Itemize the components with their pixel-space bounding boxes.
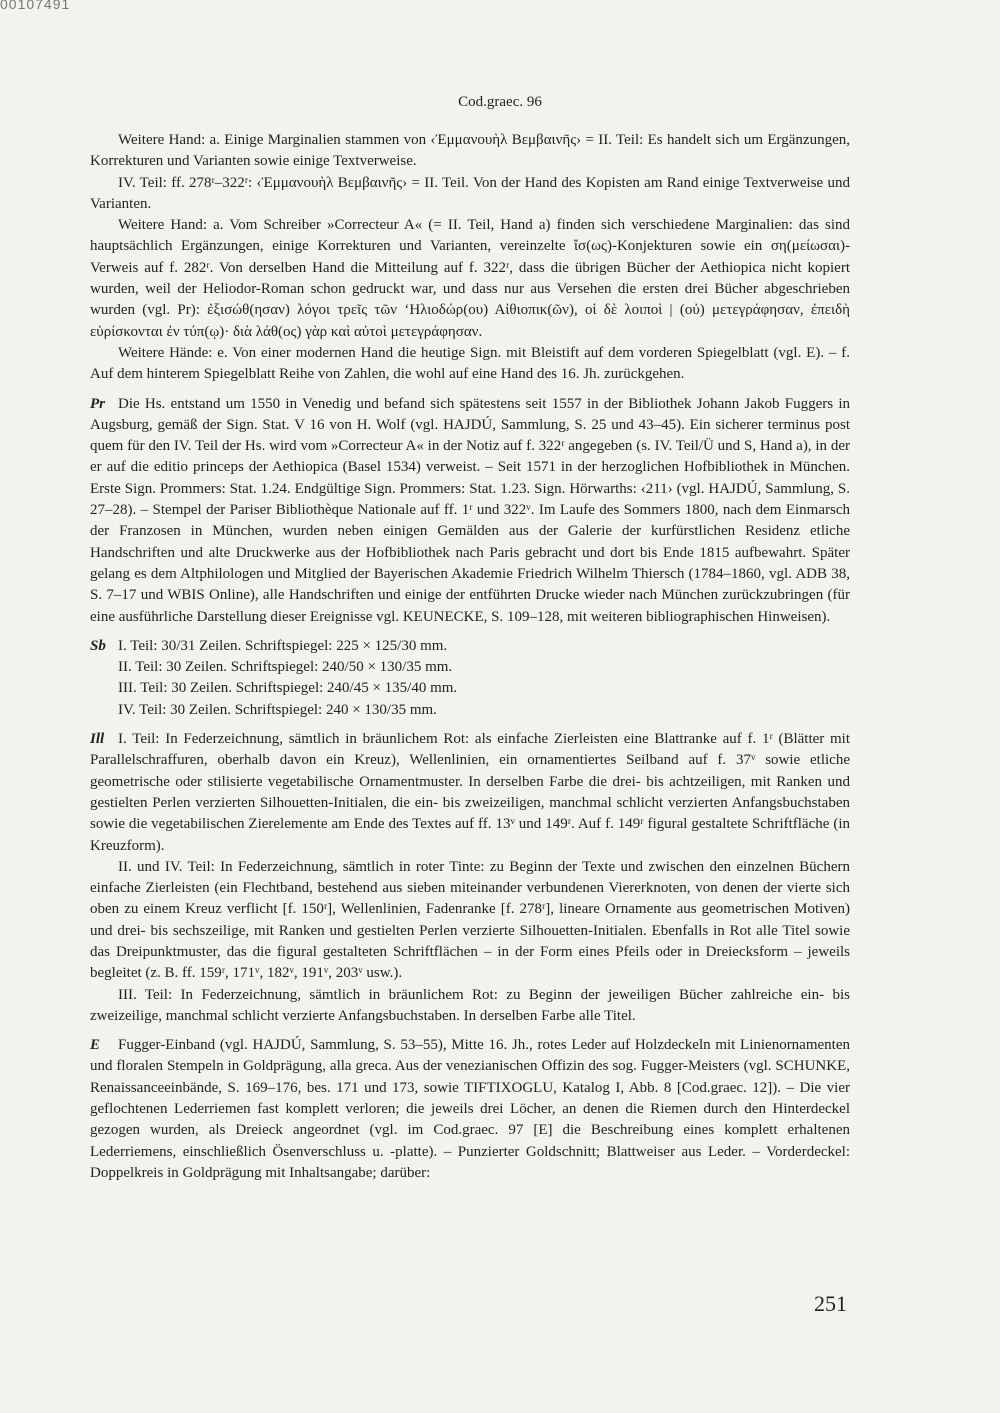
ill-paragraph: II. und IV. Teil: In Federzeichnung, sämtlich in roter Tinte: zu Beginn der Texte und zwischen den einzelnen Büchern einfache Zierleisten (ein Flechtband, bestehend aus sieben miteinander verbundenen Viererknoten, von denen der vierte sich oben zu einem Kreuz verflicht [f. 150ʳ], Wellenlinien, Fadenranke [f. 278ʳ], lineare Ornamente aus geometrischen Motiven) und drei- bis sechszeilige, mit Ranken und gestielten Perlen verzierte Silhouetten-Initialen. Ebenfalls in Rot alle Titel sowie das Dreipunktmuster, das die figural gestalteten Schriftflächen – in der Form eines Pfeils oder in Dreiecksform – jeweils begleitet (z. B. ff. 159ʳ, 171ᵛ, 182ᵛ, 191ᵛ, 203ᵛ usw.). (90, 858, 850, 982)
section-ill (90, 729, 850, 1027)
siglum-pr: Pr (90, 395, 105, 412)
running-header: Cod.graec. 96 (458, 94, 542, 110)
ill-text: I. Teil: In Federzeichnung, sämtlich in bräunlichem Rot: als einfache Zierleisten eine Blattranke auf f. 1ʳ (Blätter mit Parallelschraffuren, oberhalb davon ein Kreuz), Wellenlinien, ein ornamentiertes Seilband auf f. 37ᵛ sowie etliche geometrische oder stilisierte vegetabilische Ornamentmuster. In derselben Farbe die drei- bis achtzeiligen, mit Ranken und gestielten Perlen verzierten Silhouetten-Initialen, die ein- bis zweizeiligen, manchmal schlicht verzierten Anfangsbuchstaben sowie die vegetabilischen Zierelemente am Ende des Textes auf ff. 13ᵛ und 149ʳ. Auf f. 149ʳ figural gestaltete Schriftfläche (in Kreuzform). (90, 731, 850, 854)
ill-paragraph: III. Teil: In Federzeichnung, sämtlich in bräunlichem Rot: zu Beginn der jeweiligen Bücher zahlreiche ein- bis zweizeilige, manchmal schlicht verzierte Anfangsbuchstaben. In derselben Farbe alle Titel. (90, 986, 850, 1024)
siglum-e: E (90, 1037, 101, 1054)
paragraph-weitere-hand-a-correcteur: Weitere Hand: a. Vom Schreiber »Correcteur A« (= II. Teil, Hand a) finden sich verschiedene Marginalien: das sind hauptsächlich Ergänzungen, einige Korrekturen und Varianten, vereinzelte ἴσ(ως)-Konjekturen sowie ein ση(μείωσαι)-Verweis auf f. 282ʳ. Von derselben Hand die Mitteilung auf f. 322ʳ, dass die übrigen Bücher der Aethiopica nicht kopiert wurden, weil der Heliodor-Roman schon gedruckt war, und dass nur aus Versehen die ersten drei Bücher abgeschrieben wurden (vgl. Pr): ἐξισώθ(ησαν) λόγοι τρεῖς τῶν ʻΗλιοδώρ(ου) Αἰθιοπικ(ῶν), οἱ δὲ λοιποὶ | (οὐ) μετεγράφησαν, ἐπειδὴ εὑρίσκονται ἐν τύπ(ῳ)· διὰ λάθ(ος) γὰρ καὶ αὐτοὶ μετεγράφησαν. (90, 217, 850, 340)
section-pr (90, 394, 850, 628)
siglum-sb: Sb (90, 637, 106, 654)
sb-line-text: I. Teil: 30/31 Zeilen. Schriftspiegel: 225 × 125/30 mm. (118, 637, 448, 654)
sb-line: II. Teil: 30 Zeilen. Schriftspiegel: 240/50 × 130/35 mm. (118, 659, 453, 676)
siglum-ill: Ill (90, 731, 105, 748)
pr-text: Die Hs. entstand um 1550 in Venedig und befand sich spätestens seit 1557 in der Bibliothek Johann Jakob Fuggers in Augsburg, gemäß der Sign. Stat. V 16 von H. Wolf (vgl. HAJDÚ, Sammlung, S. 25 und 43–45). Ein sicherer terminus post quem für den IV. Teil der Hs. wird vom »Correcteur A« in der Notiz auf f. 322ʳ angegeben (s. IV. Teil/Ü und S, Hand a), in der er auf die editio princeps der Aethiopica (Basel 1534) verweist. – Seit 1571 in der herzoglichen Hofbibliothek in München. Erste Sign. Prommers: Stat. 1.24. Endgültige Sign. Prommers: Stat. 1.23. Sign. Hörwarths: ‹211› (vgl. HAJDÚ, Sammlung, S. 27–28). – Stempel der Pariser Bibliothèque Nationale auf ff. 1ʳ und 322ᵛ. Im Laufe des Sommers 1800, nach dem Einmarsch der Franzosen in München, wurden neben einigen Gemälden aus der Galerie der kurfürstlichen Residenz etliche Handschriften und alte Druckwerke aus der Hofbibliothek nach Paris gebracht und dort bis Ende 1815 aufbewahrt. Später gelang es dem Altphilologen und Mitglied der Bayerischen Akademie Friedrich Wilhelm Thiersch (1784–1860, vgl. ADB 38, S. 7–17 und WBIS Online), alle Handschriften und einige der entführten Drucke wieder nach München zurückzubringen (für eine ausführliche Darstellung dieser Ereignisse vgl. KEUNECKE, S. 109–128, mit weiteren bibliographischen Hinweisen). (90, 395, 850, 625)
section-e (90, 1035, 850, 1184)
scan-id: 00107491 (0, 0, 71, 12)
body-text (90, 130, 850, 1184)
sb-line (90, 636, 850, 657)
paragraph-weitere-hand-a: Weitere Hand: a. Einige Marginalien stammen von ‹Ἐμμανουὴλ Βεμβαινῆς› = II. Teil: Es handelt sich um Ergänzungen, Korrekturen und Varianten sowie einige Textverweise. (90, 132, 850, 170)
page-number: 251 (814, 1291, 847, 1316)
paragraph-iv-teil: IV. Teil: ff. 278ʳ–322ʳ: ‹Ἐμμανουὴλ Βεμβαινῆς› = II. Teil. Von der Hand des Kopisten am Rand einige Textverweise und Varianten. (90, 174, 850, 212)
ill-paragraph (90, 729, 850, 857)
sb-line: III. Teil: 30 Zeilen. Schriftspiegel: 240/45 × 135/40 mm. (118, 680, 458, 697)
e-text: Fugger-Einband (vgl. HAJDÚ, Sammlung, S. 53–55), Mitte 16. Jh., rotes Leder auf Holzdeckeln mit Linienornamenten und floralen Stempeln in Goldprägung, alla greca. Aus der venezianischen Offizin des sog. Fugger-Meisters (vgl. SCHUNKE, Renaissanceeinbände, S. 169–176, bes. 171 und 173, sowie TIFTIXOGLU, Katalog I, Abb. 8 [Cod.graec. 12]). – Die vier geflochtenen Lederriemen fast komplett verloren; die jeweils drei Löcher, an denen die Riemen durch den Hinterdeckel gezogen wurden, als Dreieck angeordnet (vgl. im Cod.graec. 97 [E] die Beschreibung eines komplett erhaltenen Lederriemens, einschließlich Ösenverschluss u. -platte). – Punzierter Goldschnitt; Blattweiser aus Leder. – Vorderdeckel: Doppelkreis in Goldprägung mit Inhaltsangabe; darüber: (90, 1037, 850, 1181)
paragraph-weitere-haende: Weitere Hände: e. Von einer modernen Hand die heutige Sign. mit Bleistift auf dem vorderen Spiegelblatt (vgl. E). – f. Auf dem hinterem Spiegelblatt Reihe von Zahlen, die wohl auf eine Hand des 16. Jh. zurückgehen. (90, 344, 850, 383)
section-sb (90, 636, 850, 721)
sb-line: IV. Teil: 30 Zeilen. Schriftspiegel: 240 × 130/35 mm. (118, 701, 437, 718)
